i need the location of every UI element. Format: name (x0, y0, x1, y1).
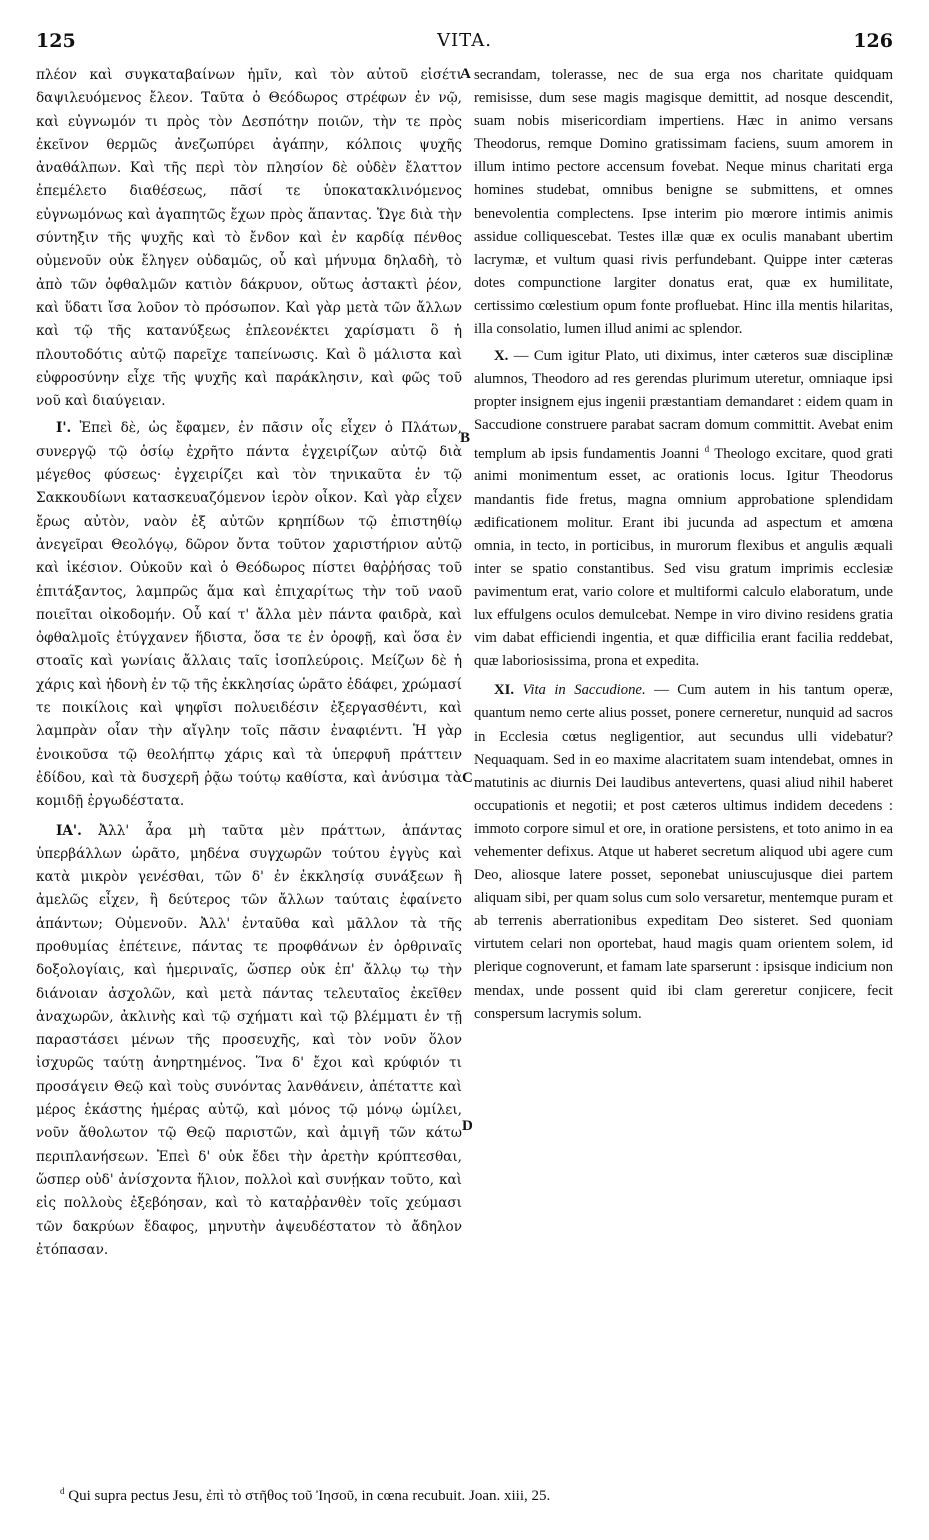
greek-section-10 (36, 417, 462, 813)
latin-section-10-text-a: — Cum igitur Plato, uti diximus, inter cæteros suæ disciplinæ alumnos, Theodoro ad res gerendas plurimum uteretur, omniaque ipsi propter insignem ejus ingenii præstantiam demandaret : eidem quam in Saccudione construere parabat sacram domum committit. Avebat enim templum ab ipsis fundamentis Joanni (474, 348, 894, 462)
margin-mark-a: A (460, 66, 471, 82)
latin-section-10 (474, 345, 893, 673)
greek-section-11-text: Ἀλλ' ἆρα μὴ ταῦτα μὲν πράττων, ἁπάντας ὑπερβάλλων ὡρᾶτο, μηδένα συγχωρῶν τούτου ἐγγὺς καὶ κατὰ μικρὸν γενέσθαι, τῶν δ' ἐν ἐκκλησίᾳ συνάξεων ἢ ἀμελῶς εἶχεν, ἢ δεύτερος τῶν ἄλλων ταύταις ἐφαίνετο ἁπάντων; Οὐμενοῦν. Ἀλλ' ἐνταῦθα καὶ μᾶλλον τὰ τῆς προθυμίας ἐπέτεινε, πάντας τε προφθάνων ἐν ὀρθριναῖς δοξολογίαις, καὶ ἡμεριναῖς, ὥσπερ οὐκ ἐπ' ἄλλῳ τῳ τὴν διάνοιαν ἀσχολῶν, καὶ μετὰ πάντας τελευταῖος ἐκεῖθεν ἀναχωρῶν, ἀκλινὴς καὶ τῷ σχήματι καὶ τῷ βλέμματι ἐν τῇ παραστάσει μένων τῆς προσευχῆς, καὶ τὸν νοῦν ὅλον ἰσχυρῶς ταύτῃ ἀνηρτημένος. Ἵνα δ' ἔχοι καὶ κρύφιόν τι προσάγειν Θεῷ καὶ τοὺς συνόντας λανθάνειν, ἀπέταττε καὶ μέρος ἑκάστης ἡμέρας αὐτῷ, καὶ μόνος τῷ μόνῳ ὡμίλει, νοῦν ἄθολωτον τῷ Θεῷ παριστῶν, καὶ ἀμιγῆ τῶν κάτω περιπλανήσεων. Ἐπεὶ δ' οὐκ ἔδει τὴν ἀρετὴν κρύπτεσθαι, ὥσπερ οὐδ' ἀνίσχοντα ἥλιον, πολλοὶ καὶ συνῄκαν τοῦτο, καὶ εἰς πολλοὺς ἐξεβόησαν, καὶ τὸ καταῤῥανθὲν τοῖς χεύμασι τῶν δακρύων ἔδαφος, μηνυτὴν ἀψευδέστατον τὸ ἄδηλον ἐτόπασαν. (36, 822, 462, 1258)
footnote (60, 1486, 893, 1505)
greek-section-11 (36, 820, 462, 1263)
margin-mark-b: B (460, 430, 471, 446)
running-title: VITA. (437, 30, 492, 51)
margin-mark-c: C (462, 770, 473, 786)
page-header (36, 30, 893, 58)
latin-section-11-text: — Cum autem in his tantum operæ, quantum nemo certe alius posset, ponere cerneretur, nunquid ad sacros in Ecclesia cœtus negligentior, aut secundus ulli videbatur? Nequaquam. Sed in eo maxime alacritatem suam intendebat, omnes in matutinis ac diurnis Dei laudibus antevertens, quasi aliud nihil haberet occupationis et negotii; et post cæteros ultimus indidem decedens : immoto corpore simul et ore, in oratione persistens, et toto animo in ea vehementer defixus. Atque ut haberet secretum aliquod ubi agere cum Deo, aliosque latere posset, seponebat uniuscujusque diei partem aliquam sibi, per quam solus cum solo versaretur, mentemque puram et ab terrenis aberrationibus expeditam Deo sisteret. Sed quoniam virtutem celari non oportebat, haud magis quam orientem solem, id plerique cognoverunt, et famam late sparserunt : ipsisque indicium non mendax, unde possent quid ibi clam gereretur conjicere, fecit conspersum lacrymis solum. (474, 682, 894, 1022)
latin-section-11-number: XI. (494, 682, 514, 699)
page-number-left: 125 (36, 30, 76, 52)
latin-section-11-title: Vita in Saccudione. (522, 682, 646, 699)
greek-paragraph-1: πλέον καὶ συγκαταβαίνων ἡμῖν, καὶ τὸν αὐτοῦ εἰσέτι δαψιλευόμενος ἔλεον. Ταῦτα ὁ Θεόδωρος στρέφων ἐν νῷ, καὶ εὐγνωμόν τι πρὸς τὸν Δεσπότην ποιῶν, τὴν τε πρὸς ἐκεῖνον θερμῶς ἀνεζωπύρει ἀγάπην, κόλποις ψυχῆς ἀναθάλπων. Καὶ τῆς περὶ τὸν πλησίον δὲ οὐδὲν ἔλαττον ἐπεμέλετο διαθέσεως, πᾶσί τε ὑποκατακλινόμενος εὐγνωμόνως καὶ ἀγαπητῶς ἔχων πρὸς ἅπαντας. Ὥγε διὰ τὴν σύντηξιν τῆς ψυχῆς καὶ τὸ ἔνδον καὶ ἐν καρδίᾳ πένθος οὐμενοῦν οὐκ ἔληγεν οὐδαμῶς, οὗ καὶ μήνυμα δηλαδὴ, τὸ ἀπὸ τῶν ὀφθαλμῶν κατιὸν δάκρυον, οὕτως ἀστακτὶ ῥέον, καὶ ὕδατι ἴσα λοῦον τὸ πρόσωπον. Καὶ γὰρ μετὰ τῶν ἄλλων καὶ τῷ τῆς κατανύξεως ἐπλεονέκτει χαρίσματι ὃ ἡ πλουτοδότις αὐτῷ παρεῖχε ταπείνωσις. Καὶ ὃ μάλιστα καὶ εὐφροσύνην εἶχε τῆς ψυχῆς καὶ παράκλησιν, καὶ φῶς τοῦ νοῦ καὶ διαύγειαν. (36, 67, 462, 410)
latin-section-10-number: X. (494, 348, 509, 365)
latin-section-11 (474, 679, 893, 1025)
footnote-ref-d[interactable]: d (704, 443, 710, 454)
greek-section-10-text: Ἐπεὶ δὲ, ὡς ἔφαμεν, ἐν πᾶσιν οἷς εἶχεν ὁ Πλάτων, συνεργῷ τῷ ὁσίῳ ἐχρῆτο πάντα ἐγχειρίζων αὐτῷ διὰ μέγεθος φύσεως· ἐγχειρίζει καὶ τὸν τηνικαῦτα ἐν τῷ Σακκουδίωνι κατασκευαζόμενον ἱερὸν οἶκον. Καὶ γὰρ εἶχεν ἔρως αὐτὸν, ναὸν ἐξ αὐτῶν κρηπίδων τῷ ἐπιστηθίῳ ἀνεγεῖραι Θεολόγῳ, δῶρον ὄντα τοῦτον χαριστήριον αὐτῷ καὶ ἱκέσιον. Οὐκοῦν καὶ ὁ Θεόδωρος πίστει θαῤῥήσας τοῦ ἐπιτάξαντος, λαμπρῶς ἅμα καὶ ἐπιχαρίτως τὴν τοῦ ναοῦ ποιεῖται οἰκοδομήν. Οὗ καί τ' ἄλλα μὲν πάντα φαιδρὰ, καὶ ὀφθαλμοῖς ἐτύγχανεν ἥδιστα, ὅσα τε ἐν ὀροφῇ, καὶ ὅσα ἐν στοαῖς καὶ γωνίαις ἄλλαις ταῖς ἰσοπλεύροις. Μείζων δὲ ἡ χάρις καὶ ἡδονὴ ἐν τῷ τῆς ἐκκλησίας ὡρᾶτο ἐδάφει, χρώμασί τε ποικίλοις καὶ ψηφῖσι πολυειδέσιν ἐξεργασθέντι, καὶ λαμπρὰν οἷαν τὴν αἴγλην τοῖς πᾶσιν ἐναφιέντι. Ἡ γὰρ ἐνοικοῦσα τῷ θεολήπτῳ χάρις καὶ τὰ ὑπερφυῆ πράττειν ἐδίδου, καὶ τὰ δυσχερῆ ῥᾷω τούτῳ καθίστα, καὶ ἀνύσιμα τὰ κομιδῇ ἐργωδέστατα. (36, 420, 462, 810)
margin-mark-d: D (462, 1118, 473, 1134)
greek-column (36, 64, 462, 1262)
latin-paragraph-1: secrandam, tolerasse, nec de sua erga nos charitate quidquam remisisse, dum sese magis magisque demittit, ad nosque descendit, suam nobis misericordiam impertiens. Hæc in animo versans Theodorus, remque Domino gratissimam faciens, suum amorem in illum intimo pectore accensum fovebat. Neque minus charitati erga homines studebat, omnibus benigne se submittens, et omnes benevolentia complectens. Ipse interim pio mœrore intimis animis assidue colliquescebat. Testes illæ quæ ex oculis manabant ubertim lacrymæ, et vultum quasi rivis perfundebant. Quippe inter cæteras dotes compunctione largiter donatus erat, quæ ex humilitate, certissimo cœlestium opum fonte profluebat. Hinc illa mentis hilaritas, illa consolatio, lumen illud animi ac splendor. (474, 67, 893, 338)
page-number-right: 126 (853, 30, 893, 52)
latin-column (474, 64, 893, 1026)
greek-section-11-number: ΙΑ'. (56, 822, 82, 839)
footnote-mark: d (60, 1486, 65, 1496)
footnote-text: Qui supra pectus Jesu, ἐπὶ τὸ στῆθος τοῦ Ἰησοῦ, in cœna recubuit. Joan. xiii, 25. (68, 1488, 551, 1504)
latin-section-10-text-b: Theologo excitare, quod grati animi monimentum esset, ac orationis locus. Igitur Theodorus mandantis fide fretus, magna omnium approbatione splendidam ædificationem molitur. Erant ibi jucunda ad aspectum et amœna omnia, in tecto, in porticibus, in murorum flexibus et angulis æquali inter se spatio constantibus. Sed visu gratum imprimis ecclesiæ pavimentum erat, vario colore et multiformi calculo elaboratum, unde lux effulgens oculos demulcebat. Nempe in viro divino residens gratia vim dabat efficiendi ingentia, et quæ difficilia erant facilia reddebat, quæ laboriosissima, prona et expedita. (474, 445, 893, 670)
greek-section-10-number: Ι'. (56, 420, 72, 437)
